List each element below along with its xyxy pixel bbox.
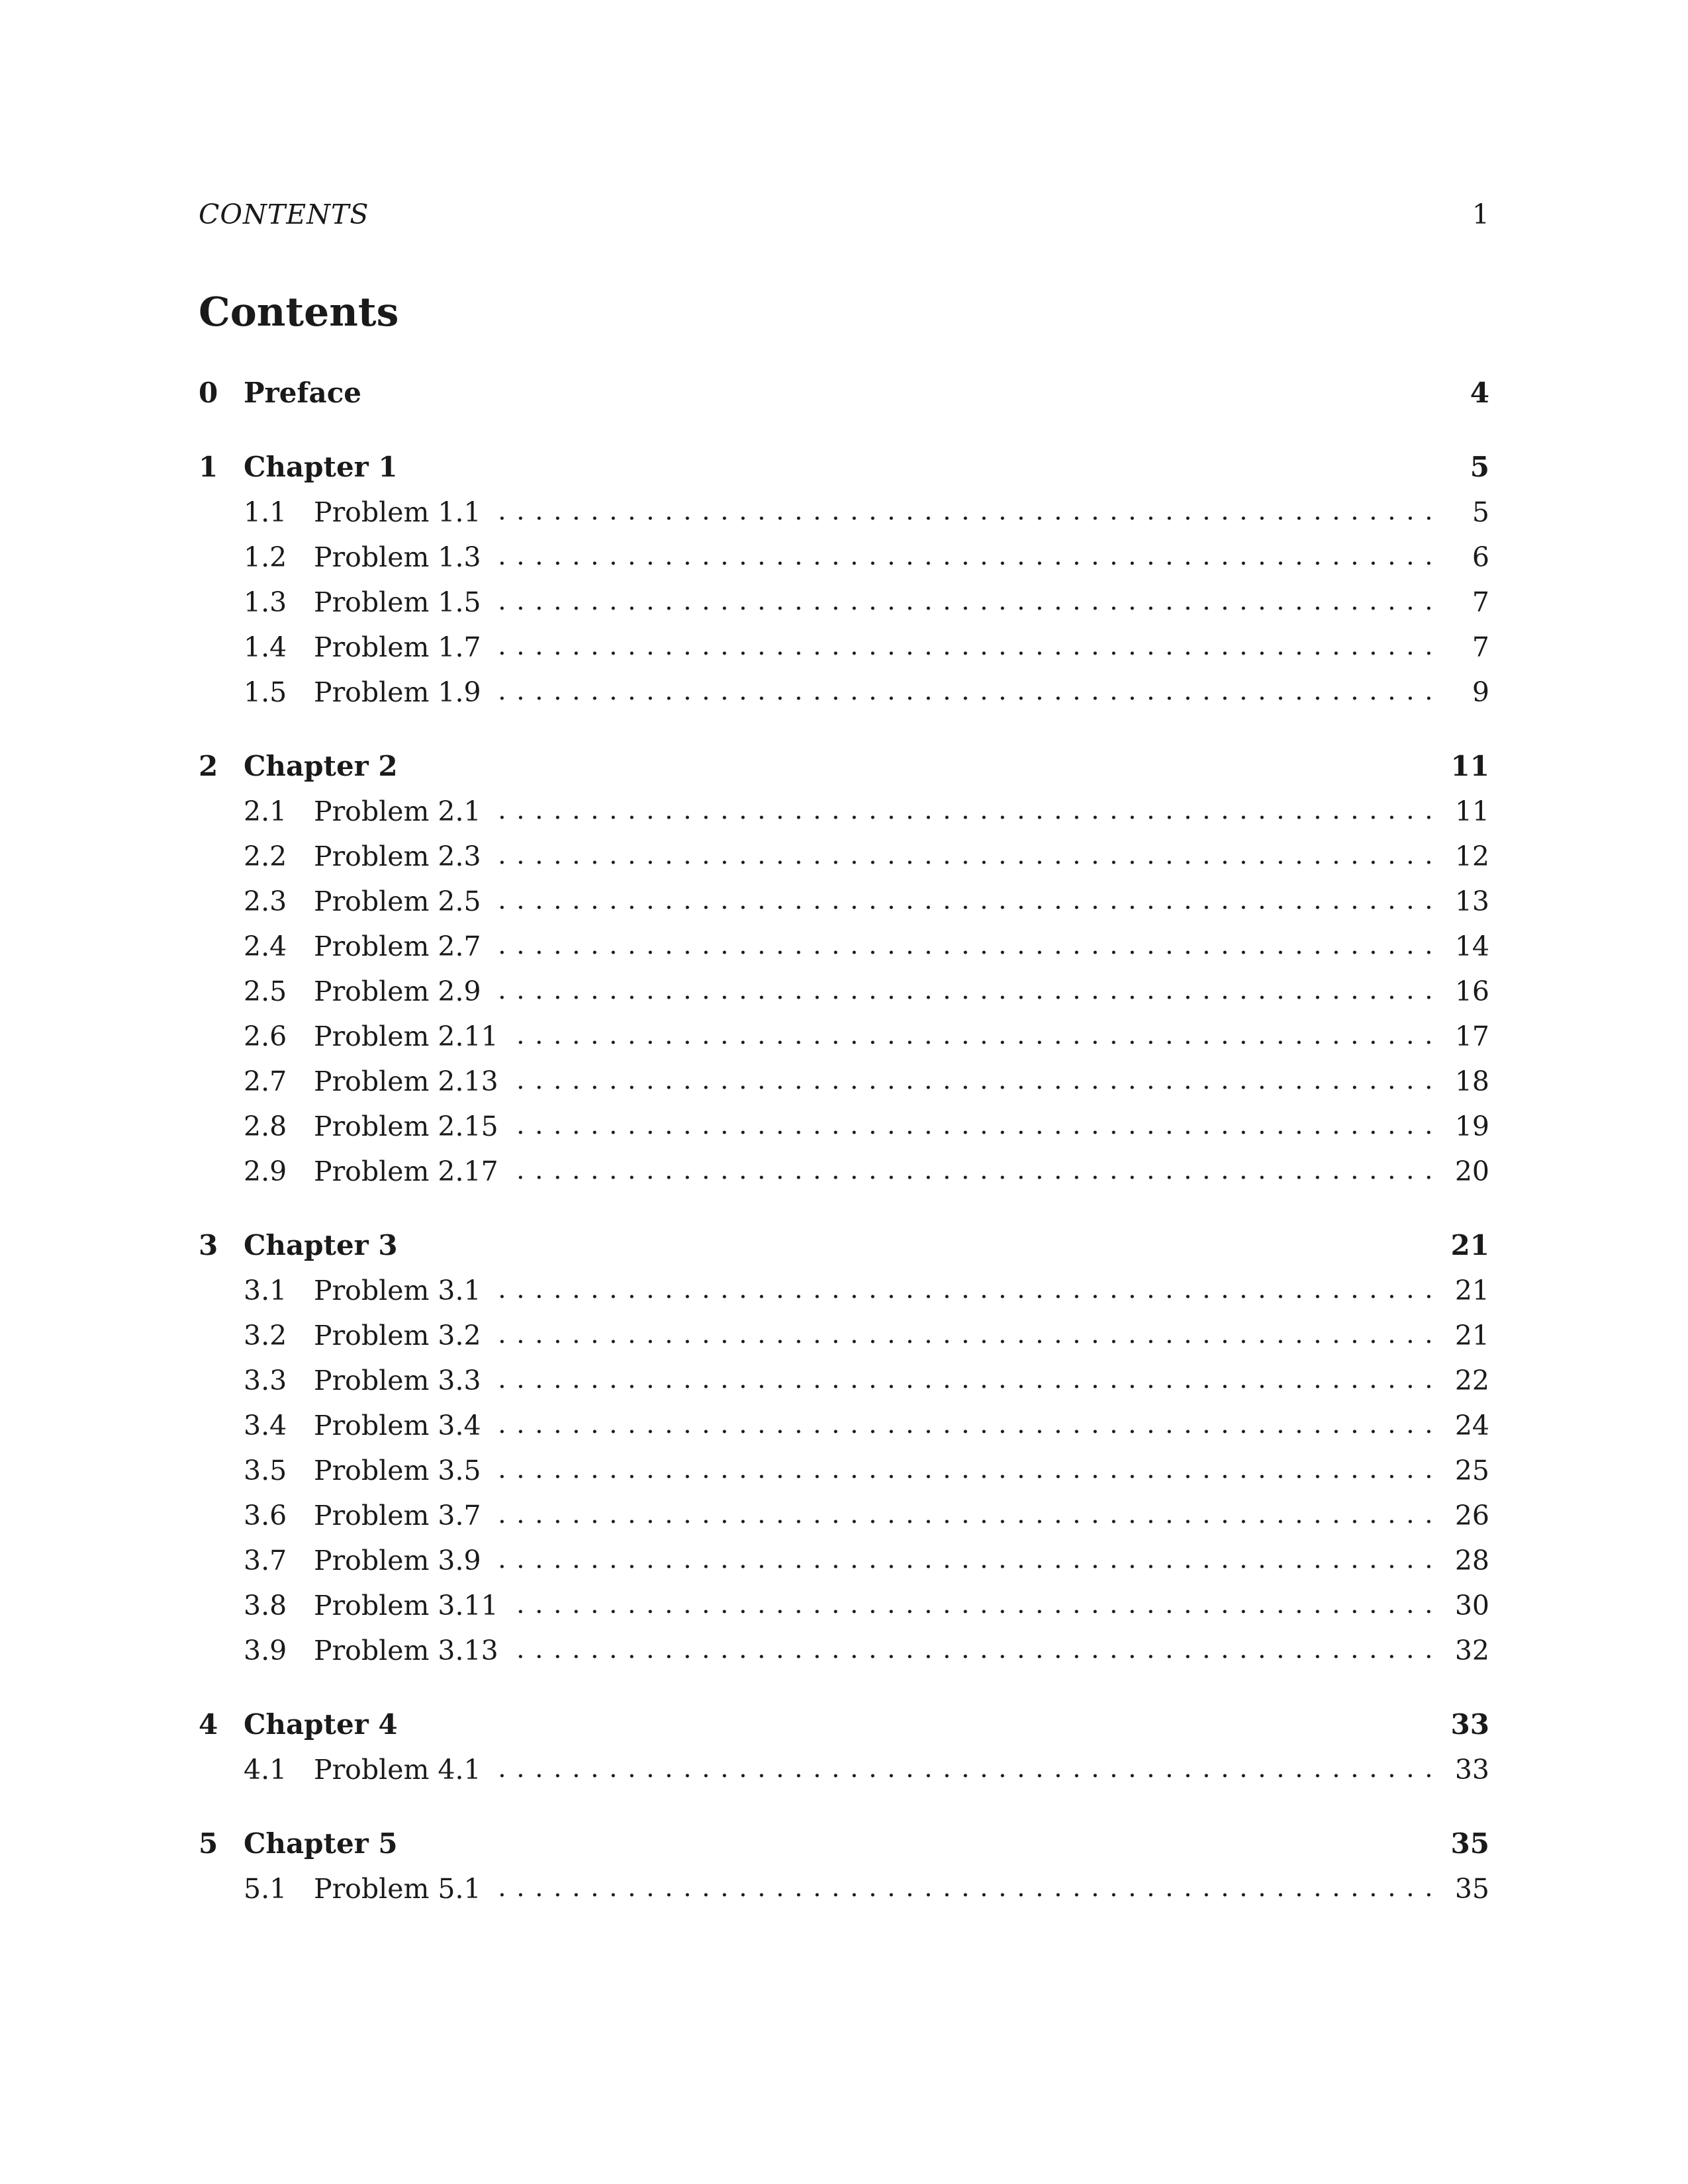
section-title: Problem 1.7: [314, 631, 481, 663]
section-title: Problem 2.11: [314, 1021, 498, 1052]
section-title: Problem 1.9: [314, 676, 481, 708]
section-number: 1.3: [244, 586, 287, 618]
header-page-number: 1: [1472, 199, 1489, 230]
section-page-number: 14: [1454, 931, 1489, 962]
dot-leader: [508, 1598, 1438, 1625]
dot-leader: [491, 849, 1438, 876]
section-title: Problem 2.1: [314, 796, 481, 827]
section-page-number: 21: [1454, 1320, 1489, 1351]
toc-chapter: [199, 1821, 1489, 1911]
section-page-number: 32: [1454, 1635, 1489, 1666]
dot-leader: [491, 894, 1438, 921]
chapter-title: Chapter 2: [244, 750, 398, 782]
toc-section-entry[interactable]: [199, 969, 1489, 1014]
dot-leader: [491, 640, 1438, 667]
dot-leader: [491, 804, 1438, 831]
dot-leader: [491, 685, 1438, 712]
section-title: Problem 3.4: [314, 1410, 481, 1441]
dot-leader: [508, 1074, 1438, 1101]
dot-leader: [491, 1508, 1438, 1535]
section-page-number: 6: [1472, 541, 1489, 573]
section-title: Problem 2.9: [314, 976, 481, 1007]
section-number: 2.7: [244, 1066, 287, 1097]
toc-section-entry[interactable]: [199, 1014, 1489, 1059]
dot-leader: [491, 1762, 1438, 1790]
section-number: 2.9: [244, 1156, 287, 1187]
section-number: 2.5: [244, 976, 287, 1007]
section-number: 3.9: [244, 1635, 287, 1666]
toc-section-entry[interactable]: [199, 535, 1489, 580]
toc-section-entry[interactable]: [199, 1358, 1489, 1403]
section-title: Problem 4.1: [314, 1754, 481, 1786]
toc-chapter-entry[interactable]: [199, 1702, 1489, 1747]
section-page-number: 30: [1454, 1590, 1489, 1621]
section-page-number: 28: [1454, 1545, 1489, 1576]
section-title: Problem 3.2: [314, 1320, 481, 1351]
section-page-number: 22: [1454, 1365, 1489, 1396]
toc-chapter: [199, 744, 1489, 1194]
dot-leader: [491, 984, 1438, 1011]
section-page-number: 20: [1454, 1156, 1489, 1187]
section-page-number: 12: [1454, 841, 1489, 872]
section-title: Problem 1.1: [314, 496, 481, 528]
section-page-number: 26: [1454, 1500, 1489, 1531]
toc-chapter: [199, 1702, 1489, 1792]
toc-section-entry[interactable]: [199, 1538, 1489, 1583]
dot-leader: [508, 1643, 1438, 1670]
section-title: Problem 2.7: [314, 931, 481, 962]
running-header: [199, 199, 1489, 238]
section-number: 3.1: [244, 1275, 287, 1306]
toc-chapter-entry[interactable]: [199, 445, 1489, 490]
dot-leader: [491, 505, 1438, 532]
section-title: Problem 3.1: [314, 1275, 481, 1306]
dot-leader: [491, 1463, 1438, 1490]
dot-leader: [491, 1373, 1438, 1400]
toc-section-entry[interactable]: [199, 789, 1489, 834]
section-page-number: 18: [1454, 1066, 1489, 1097]
chapter-title: Chapter 5: [244, 1827, 398, 1860]
chapter-number: 0: [199, 377, 218, 409]
chapter-number: 1: [199, 451, 218, 483]
chapter-title: Chapter 3: [244, 1229, 398, 1261]
toc-section-entry[interactable]: [199, 1149, 1489, 1194]
toc-chapter: [199, 445, 1489, 715]
section-page-number: 11: [1454, 796, 1489, 827]
section-number: 3.3: [244, 1365, 287, 1396]
dot-leader: [491, 1328, 1438, 1355]
toc-section-entry[interactable]: [199, 1059, 1489, 1104]
chapter-page-number: 11: [1450, 750, 1489, 782]
toc-section-entry[interactable]: [199, 625, 1489, 670]
section-number: 3.2: [244, 1320, 287, 1351]
section-number: 5.1: [244, 1873, 287, 1905]
toc-section-entry[interactable]: [199, 670, 1489, 715]
dot-leader: [491, 550, 1438, 577]
section-title: Problem 2.13: [314, 1066, 498, 1097]
dot-leader: [508, 1164, 1438, 1191]
toc-section-list: [199, 490, 1489, 715]
section-number: 3.7: [244, 1545, 287, 1576]
toc-section-entry[interactable]: [199, 1866, 1489, 1911]
section-title: Problem 3.7: [314, 1500, 481, 1531]
chapter-page-number: 4: [1470, 377, 1489, 409]
chapter-number: 5: [199, 1827, 218, 1860]
section-title: Problem 1.5: [314, 586, 481, 618]
chapter-page-number: 33: [1450, 1708, 1489, 1741]
section-number: 2.1: [244, 796, 287, 827]
section-title: Problem 5.1: [314, 1873, 481, 1905]
toc-section-entry[interactable]: [199, 924, 1489, 969]
section-page-number: 9: [1472, 676, 1489, 708]
section-page-number: 7: [1472, 631, 1489, 663]
toc-chapter: [199, 371, 1489, 416]
toc-section-entry[interactable]: [199, 1104, 1489, 1149]
section-page-number: 13: [1454, 886, 1489, 917]
toc-section-entry[interactable]: [199, 1493, 1489, 1538]
toc-section-list: [199, 1747, 1489, 1792]
dot-leader: [491, 1283, 1438, 1310]
document-page: [199, 199, 1489, 1940]
section-page-number: 19: [1454, 1111, 1489, 1142]
section-number: 1.2: [244, 541, 287, 573]
section-page-number: 33: [1454, 1754, 1489, 1786]
toc-section-entry[interactable]: [199, 879, 1489, 924]
section-number: 3.6: [244, 1500, 287, 1531]
section-page-number: 35: [1454, 1873, 1489, 1905]
chapter-page-number: 5: [1470, 451, 1489, 483]
section-title: Problem 3.5: [314, 1455, 481, 1486]
section-title: Problem 2.3: [314, 841, 481, 872]
table-of-contents: [199, 371, 1489, 1911]
chapter-title: Preface: [244, 377, 362, 409]
chapter-page-number: 21: [1450, 1229, 1489, 1261]
toc-section-list: [199, 1866, 1489, 1911]
toc-section-entry[interactable]: [199, 834, 1489, 879]
toc-section-entry[interactable]: [199, 490, 1489, 535]
toc-section-list: [199, 1268, 1489, 1673]
section-number: 2.6: [244, 1021, 287, 1052]
section-title: Problem 3.9: [314, 1545, 481, 1576]
section-page-number: 25: [1454, 1455, 1489, 1486]
section-title: Problem 2.15: [314, 1111, 498, 1142]
page-title: Contents: [199, 289, 399, 336]
section-page-number: 17: [1454, 1021, 1489, 1052]
toc-section-entry[interactable]: [199, 1628, 1489, 1673]
chapter-number: 3: [199, 1229, 218, 1261]
dot-leader: [491, 1553, 1438, 1580]
section-number: 4.1: [244, 1754, 287, 1786]
section-title: Problem 3.11: [314, 1590, 498, 1621]
running-title: CONTENTS: [199, 199, 369, 230]
dot-leader: [491, 939, 1438, 966]
dot-leader: [508, 1119, 1438, 1146]
toc-section-entry[interactable]: [199, 1268, 1489, 1313]
toc-chapter-entry[interactable]: [199, 1223, 1489, 1268]
chapter-title: Chapter 1: [244, 451, 398, 483]
section-title: Problem 2.5: [314, 886, 481, 917]
chapter-number: 4: [199, 1708, 218, 1741]
dot-leader: [491, 595, 1438, 622]
section-title: Problem 2.17: [314, 1156, 498, 1187]
section-number: 3.8: [244, 1590, 287, 1621]
toc-section-entry[interactable]: [199, 1747, 1489, 1792]
toc-section-entry[interactable]: [199, 580, 1489, 625]
section-page-number: 5: [1472, 496, 1489, 528]
section-number: 3.4: [244, 1410, 287, 1441]
toc-chapter: [199, 1223, 1489, 1673]
toc-section-entry[interactable]: [199, 1583, 1489, 1628]
toc-chapter-entry[interactable]: [199, 371, 1489, 416]
section-page-number: 21: [1454, 1275, 1489, 1306]
section-number: 2.2: [244, 841, 287, 872]
chapter-number: 2: [199, 750, 218, 782]
section-title: Problem 1.3: [314, 541, 481, 573]
section-page-number: 24: [1454, 1410, 1489, 1441]
chapter-page-number: 35: [1450, 1827, 1489, 1860]
dot-leader: [508, 1029, 1438, 1056]
toc-section-entry[interactable]: [199, 1448, 1489, 1493]
section-page-number: 16: [1454, 976, 1489, 1007]
toc-section-entry[interactable]: [199, 1313, 1489, 1358]
dot-leader: [491, 1882, 1438, 1909]
toc-section-list: [199, 789, 1489, 1194]
chapter-title: Chapter 4: [244, 1708, 398, 1741]
section-title: Problem 3.3: [314, 1365, 481, 1396]
section-number: 1.1: [244, 496, 287, 528]
section-number: 2.3: [244, 886, 287, 917]
section-number: 3.5: [244, 1455, 287, 1486]
section-number: 2.4: [244, 931, 287, 962]
toc-chapter-entry[interactable]: [199, 744, 1489, 789]
toc-chapter-entry[interactable]: [199, 1821, 1489, 1866]
section-title: Problem 3.13: [314, 1635, 498, 1666]
section-number: 1.4: [244, 631, 287, 663]
section-number: 2.8: [244, 1111, 287, 1142]
section-number: 1.5: [244, 676, 287, 708]
dot-leader: [491, 1418, 1438, 1445]
section-page-number: 7: [1472, 586, 1489, 618]
toc-section-entry[interactable]: [199, 1403, 1489, 1448]
